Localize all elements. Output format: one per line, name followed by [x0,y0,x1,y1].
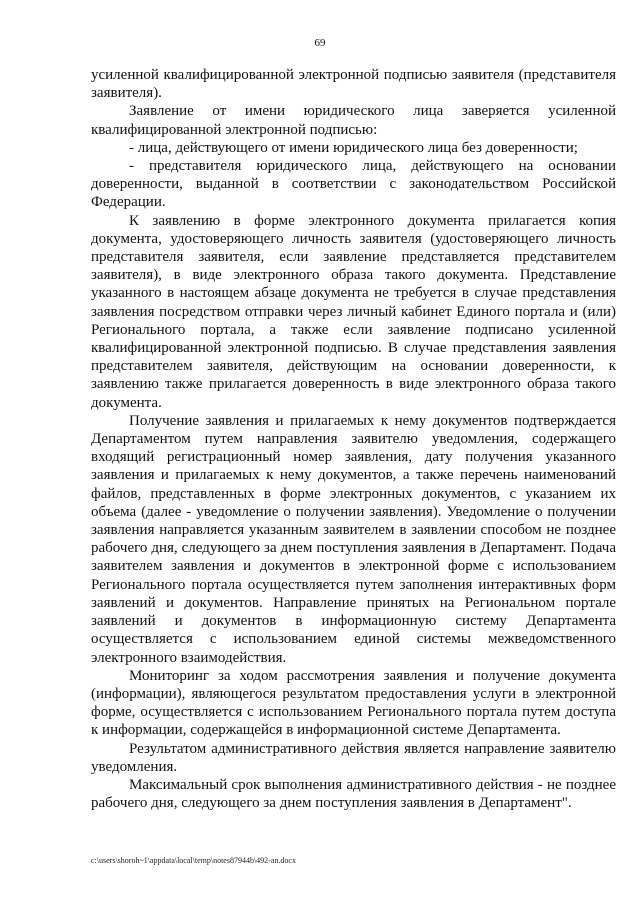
paragraph-9: Максимальный срок выполнения административного действия - не позднее рабочего дня, следующего за днем поступления заявления в Департамент". [91,776,616,812]
footer-file-path: c:\users\shoroh~1\appdata\local\temp\notes87944b\492-an.docx [91,856,296,865]
page-number: 69 [314,37,326,49]
paragraph-1: усиленной квалифицированной электронной подписью заявителя (представителя заявителя). [91,67,616,102]
paragraph-6: Получение заявления и прилагаемых к нему документов подтверждается Департаментом путем направления заявителю уведомления, содержащего входящий регистрационный номер заявления, дату получения указанного заявления и прилагаемых к нему документов, а также перечень наименований файлов, представленных в форме электронных документов, с указанием их объема (далее - уведомление о получении заявления). Уведомление о получении заявления направляется указанным заявителем в заявлении способом не позднее рабочего дня, следующего за днем поступления заявления в Департамент. Подача заявителем заявления и документов в электронной форме с использованием Регионального портала осуществляется путем заполнения интерактивных форм заявлений и документов. Направление принятых на Региональном портале заявлений и документов в информационную систему Департамента осуществляется с использованием единой системы межведомственного электронного взаимодействия. [91,412,616,666]
paragraph-2: Заявление от имени юридического лица заверяется усиленной квалифицированной электронной подписью: [91,103,616,138]
paragraph-7: Мониторинг за ходом рассмотрения заявления и получение документа (информации), являющегося результатом предоставления услуги в электронной форме, осуществляется с использованием Регионального портала путем доступа к информации, содержащейся в информационной системе Департамента. [91,667,616,739]
paragraph-4: - представителя юридического лица, действующего на основании доверенности, выданной в соответствии с законодательством Российской Федерации. [91,158,616,211]
paragraph-8: Результатом административного действия является направление заявителю уведомления. [91,740,616,775]
document-body [91,66,616,812]
paragraph-3: - лица, действующего от имени юридического лица без доверенности; [129,139,578,156]
paragraph-5: К заявлению в форме электронного документа прилагается копия документа, удостоверяющего личность заявителя (удостоверяющего личность представителя заявителя, если заявление представляется представителем заявителя), в виде электронного образа такого документа. Представление указанного в настоящем абзаце документа не требуется в случае представления заявления посредством отправки через личный кабинет Единого портала и (или) Регионального портала, а также если заявление подписано усиленной квалифицированной электронной подписью. В случае представления заявления представителем заявителя, действующим на основании доверенности, к заявлению также прилагается доверенность в виде электронного образа такого документа. [91,212,616,411]
